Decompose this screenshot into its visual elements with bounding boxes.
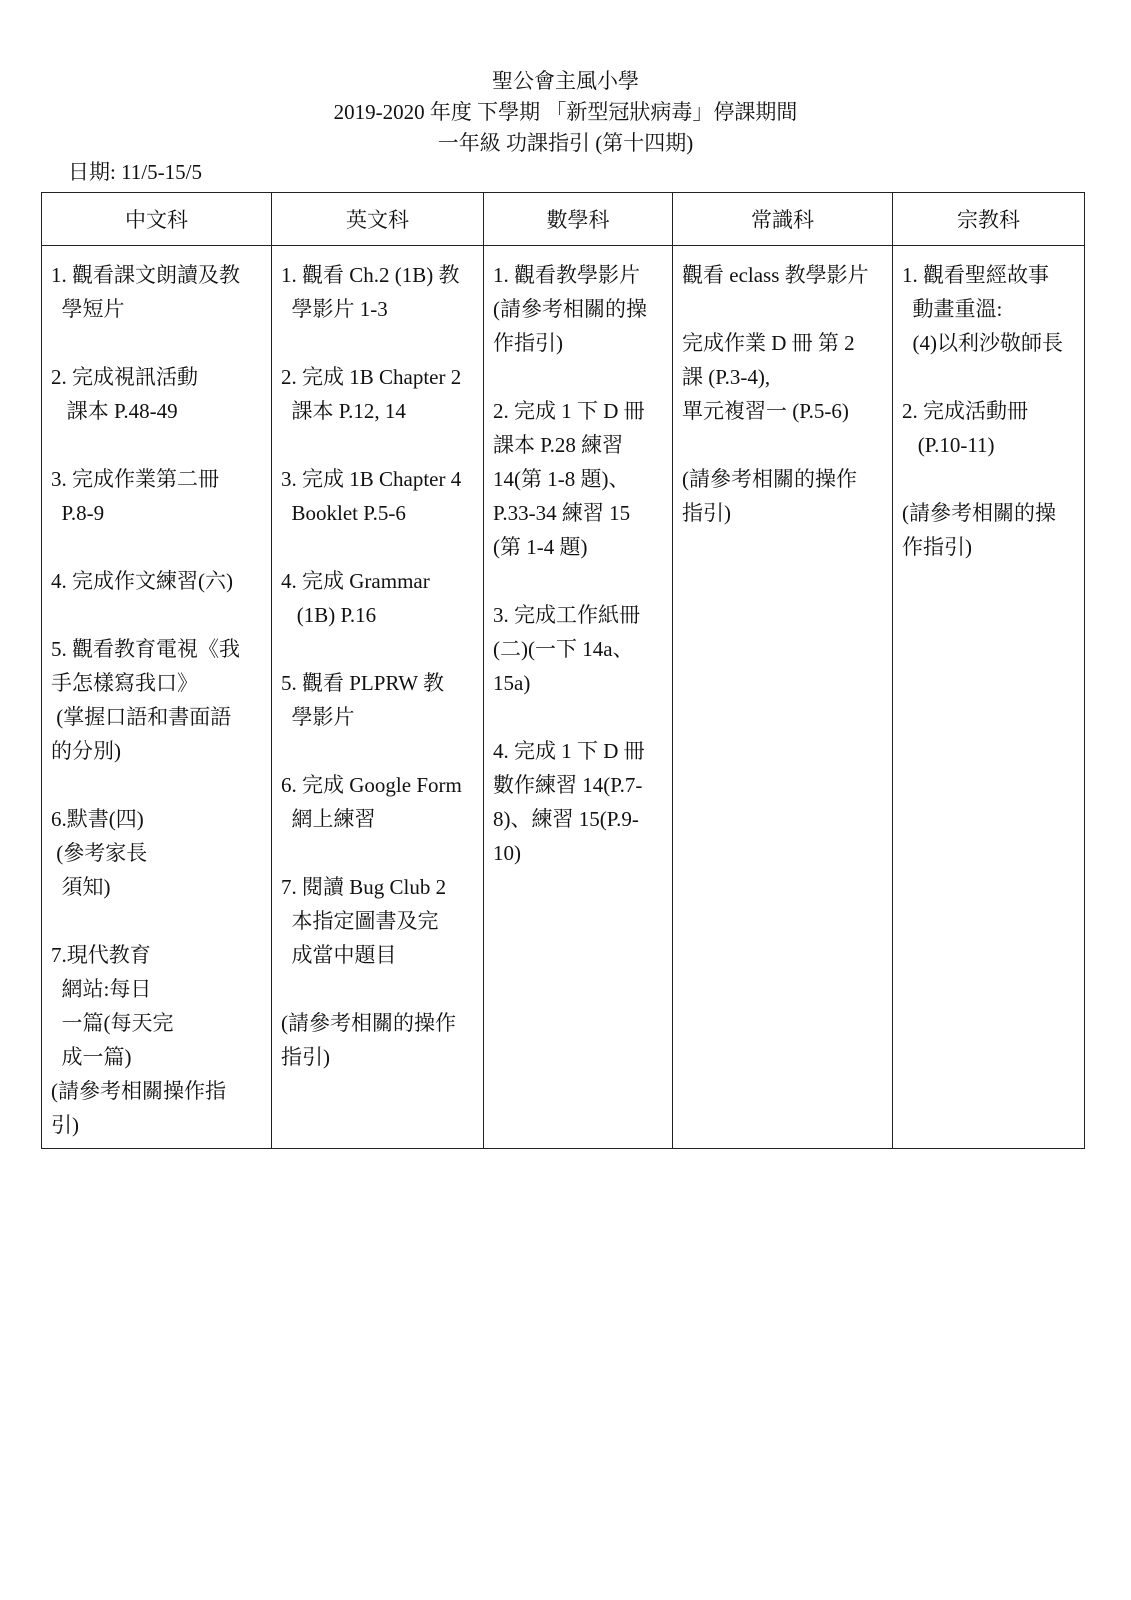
header-religion: 宗教科 bbox=[893, 193, 1085, 246]
task-line: 5. 觀看 PLPRW 教 bbox=[281, 671, 444, 695]
task-line bbox=[281, 836, 477, 870]
task-line: 手怎樣寫我口》 bbox=[51, 671, 198, 695]
document-title: 一年級 功課指引 (第十四期) bbox=[437, 131, 694, 155]
header-english: 英文科 bbox=[272, 193, 484, 246]
task-line: 成一篇) bbox=[51, 1045, 132, 1069]
cell-general-studies bbox=[673, 246, 893, 1149]
task-line: (P.10-11) bbox=[902, 433, 995, 457]
header-math: 數學科 bbox=[484, 193, 673, 246]
task-line: 7. 閱讀 Bug Club 2 bbox=[281, 875, 447, 899]
task-line: P.33-34 練習 15 bbox=[493, 501, 631, 525]
task-line bbox=[281, 972, 477, 1006]
task-line: 8)、練習 15(P.9- bbox=[493, 807, 639, 831]
task-line: 動畫重溫: bbox=[902, 297, 1003, 321]
task-line: 學短片 bbox=[51, 297, 125, 321]
task-line bbox=[51, 428, 265, 462]
task-line: (請參考相關的操 bbox=[493, 297, 647, 321]
task-line: 3. 完成工作紙冊 bbox=[493, 603, 640, 627]
task-line: 14(第 1-8 題)、 bbox=[493, 467, 630, 491]
header-general-studies: 常識科 bbox=[673, 193, 893, 246]
task-line bbox=[281, 632, 477, 666]
task-line: (參考家長 bbox=[51, 841, 148, 865]
task-line: 課本 P.28 練習 bbox=[493, 433, 624, 457]
task-line: 課本 P.12, 14 bbox=[281, 399, 406, 423]
task-line: 2. 完成 1B Chapter 2 bbox=[281, 365, 462, 389]
task-line: 作指引) bbox=[902, 535, 972, 559]
task-line bbox=[51, 768, 265, 802]
task-line: 本指定圖書及完 bbox=[281, 909, 439, 933]
task-line: 1. 觀看 Ch.2 (1B) 教 bbox=[281, 263, 460, 287]
task-line bbox=[51, 598, 265, 632]
task-line: 10) bbox=[493, 841, 521, 865]
school-name: 聖公會主風小學 bbox=[492, 69, 639, 93]
task-line: 成當中題目 bbox=[281, 943, 397, 967]
task-line: 2. 完成活動冊 bbox=[902, 399, 1028, 423]
task-line: 的分別) bbox=[51, 739, 121, 763]
task-line: (請參考相關的操 bbox=[902, 501, 1056, 525]
task-line: 1. 觀看聖經故事 bbox=[902, 263, 1049, 287]
task-line: 4. 完成 Grammar bbox=[281, 569, 430, 593]
task-line bbox=[51, 530, 265, 564]
task-line: 引) bbox=[51, 1113, 79, 1137]
task-line: (請參考相關的操作 bbox=[281, 1011, 456, 1035]
task-line: 2. 完成 1 下 D 冊 bbox=[493, 399, 645, 423]
header-chinese: 中文科 bbox=[42, 193, 272, 246]
task-line: 課 (P.3-4), bbox=[682, 365, 771, 389]
task-line: (請參考相關操作指 bbox=[51, 1079, 226, 1103]
task-line: 學影片 bbox=[281, 705, 355, 729]
task-line: (二)(一下 14a、 bbox=[493, 637, 634, 661]
cell-english bbox=[272, 246, 484, 1149]
task-line bbox=[281, 734, 477, 768]
task-line bbox=[493, 360, 666, 394]
task-line: Booklet P.5-6 bbox=[281, 501, 406, 525]
task-line: 5. 觀看教育電視《我 bbox=[51, 637, 240, 661]
task-line bbox=[493, 700, 666, 734]
task-line: 2. 完成視訊活動 bbox=[51, 365, 198, 389]
task-line: 15a) bbox=[493, 671, 531, 695]
cell-math bbox=[484, 246, 673, 1149]
task-line: (1B) P.16 bbox=[281, 603, 377, 627]
task-line: 1. 觀看教學影片 bbox=[493, 263, 640, 287]
task-line bbox=[493, 564, 666, 598]
task-line: 網上練習 bbox=[281, 807, 376, 831]
task-line: 須知) bbox=[51, 875, 111, 899]
task-line: P.8-9 bbox=[51, 501, 105, 525]
table-body-row bbox=[42, 246, 1085, 1149]
task-line: 課本 P.48-49 bbox=[51, 399, 178, 423]
task-line: 4. 完成作文練習(六) bbox=[51, 569, 233, 593]
date-range: 日期: 11/5-15/5 bbox=[68, 160, 202, 184]
task-line bbox=[281, 428, 477, 462]
task-line: 學影片 1-3 bbox=[281, 297, 388, 321]
task-line bbox=[682, 292, 886, 326]
task-line: 6. 完成 Google Form bbox=[281, 773, 462, 797]
task-line: 3. 完成作業第二冊 bbox=[51, 467, 219, 491]
task-line: 指引) bbox=[682, 501, 731, 525]
task-line: 完成作業 D 冊 第 2 bbox=[682, 331, 855, 355]
task-line: (請參考相關的操作 bbox=[682, 467, 857, 491]
cell-religion bbox=[893, 246, 1085, 1149]
task-line: 6.默書(四) bbox=[51, 807, 144, 831]
task-line: (掌握口語和書面語 bbox=[51, 705, 232, 729]
task-line bbox=[902, 462, 1078, 496]
task-line bbox=[51, 904, 265, 938]
task-line: 單元複習一 (P.5-6) bbox=[682, 399, 849, 423]
task-line bbox=[902, 360, 1078, 394]
task-line bbox=[682, 428, 886, 462]
task-line: 指引) bbox=[281, 1045, 330, 1069]
task-line: 1. 觀看課文朗讀及教 bbox=[51, 263, 240, 287]
task-line: 一篇(每天完 bbox=[51, 1011, 174, 1035]
homework-table bbox=[41, 192, 1085, 1149]
task-line: 網站:每日 bbox=[51, 977, 152, 1001]
term-title: 2019-2020 年度 下學期 「新型冠狀病毒」停課期間 bbox=[333, 100, 798, 124]
task-line: 7.現代教育 bbox=[51, 943, 151, 967]
task-line: (4)以利沙敬師長 bbox=[902, 331, 1063, 355]
task-line: 作指引) bbox=[493, 331, 563, 355]
task-line: 3. 完成 1B Chapter 4 bbox=[281, 467, 462, 491]
task-line: 數作練習 14(P.7- bbox=[493, 773, 643, 797]
task-line bbox=[51, 326, 265, 360]
cell-chinese bbox=[42, 246, 272, 1149]
task-line: (第 1-4 題) bbox=[493, 535, 588, 559]
task-line: 4. 完成 1 下 D 冊 bbox=[493, 739, 645, 763]
task-line bbox=[281, 326, 477, 360]
document-header bbox=[0, 66, 1131, 159]
task-line bbox=[281, 530, 477, 564]
table-header-row bbox=[42, 193, 1085, 246]
task-line: 觀看 eclass 教學影片 bbox=[682, 263, 869, 287]
